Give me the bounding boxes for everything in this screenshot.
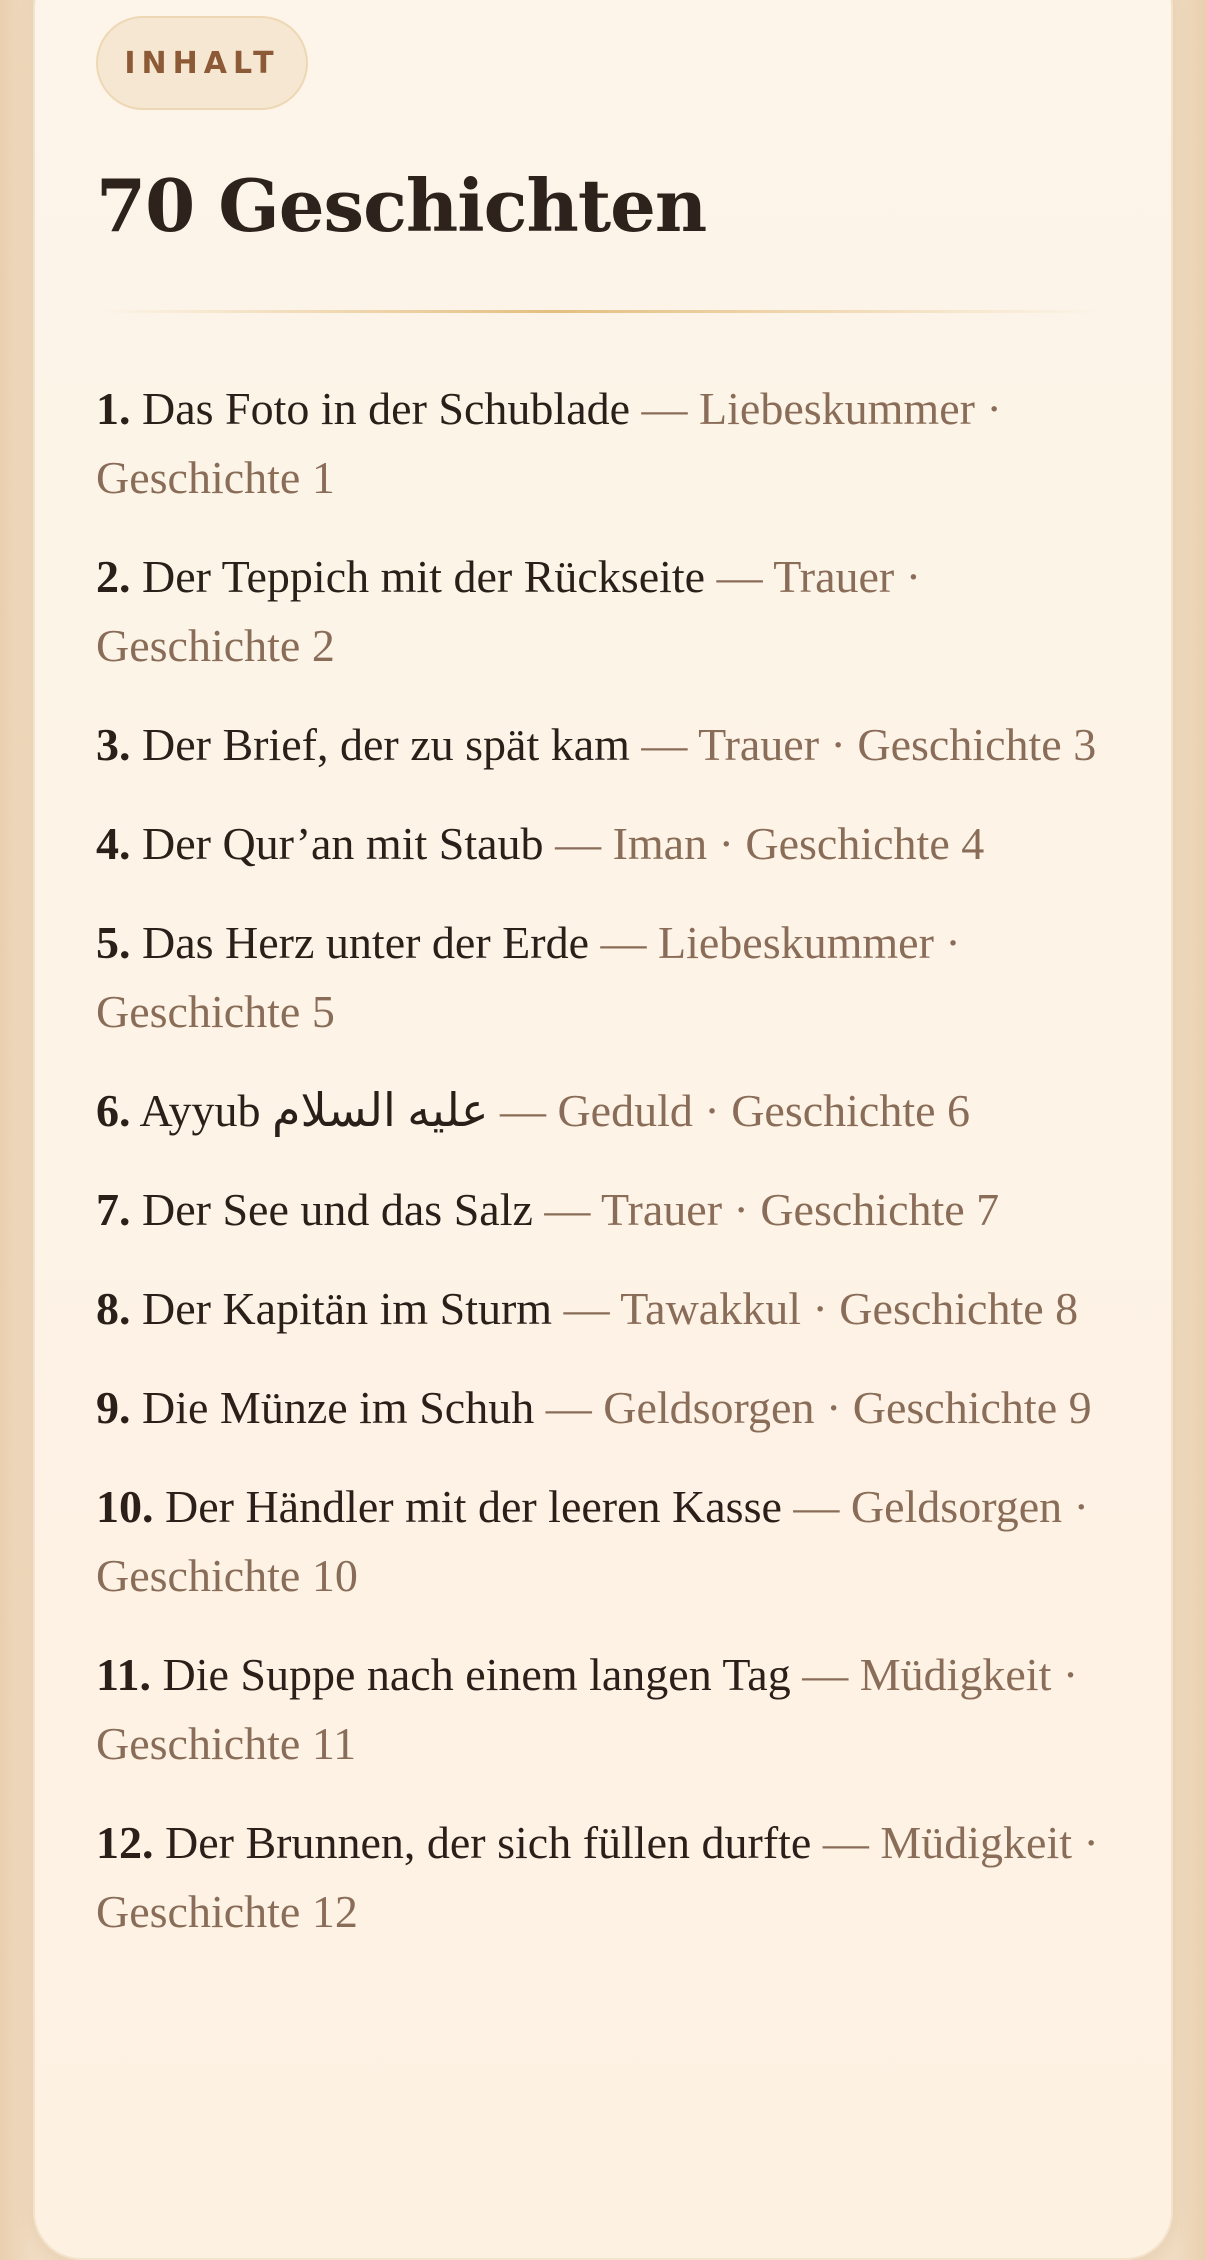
- toc-item-title: Der Qur’an mit Staub: [142, 818, 544, 869]
- toc-item-number: 4.: [96, 818, 131, 869]
- toc-item-title: Der Teppich mit der Rückseite: [142, 551, 706, 602]
- toc-item-number: 5.: [96, 917, 131, 968]
- toc-item-title: Die Suppe nach einem langen Tag: [162, 1649, 791, 1700]
- toc-item-number: 3.: [96, 719, 131, 770]
- toc-item-title: Ayyub عليه السلام: [139, 1085, 489, 1136]
- toc-item-7[interactable]: [96, 1175, 1116, 1244]
- toc-item-meta: — Müdigkeit · Geschichte 11: [96, 1649, 1079, 1769]
- toc-item-9[interactable]: [96, 1373, 1116, 1442]
- table-of-contents: [96, 374, 1116, 1976]
- toc-item-meta: — Liebeskummer · Geschichte 1: [96, 383, 1002, 503]
- toc-item-title: Der Brief, der zu spät kam: [142, 719, 630, 770]
- toc-item-title: Der Brunnen, der sich füllen durfte: [165, 1817, 812, 1868]
- toc-item-number: 12.: [96, 1817, 154, 1868]
- toc-item-11[interactable]: [96, 1640, 1116, 1778]
- toc-item-meta: — Tawakkul · Geschichte 8: [563, 1283, 1079, 1334]
- toc-item-number: 8.: [96, 1283, 131, 1334]
- toc-item-number: 10.: [96, 1481, 154, 1532]
- toc-item-title: Das Foto in der Schublade: [142, 383, 631, 434]
- toc-item-number: 7.: [96, 1184, 131, 1235]
- toc-item-meta: — Geduld · Geschichte 6: [499, 1085, 971, 1136]
- toc-item-meta: — Trauer · Geschichte 7: [544, 1184, 1000, 1235]
- toc-item-2[interactable]: [96, 542, 1116, 680]
- toc-item-number: 9.: [96, 1382, 131, 1433]
- toc-item-title: Der Kapitän im Sturm: [142, 1283, 553, 1334]
- section-badge: INHALT: [96, 16, 308, 110]
- toc-item-number: 6.: [96, 1085, 131, 1136]
- toc-item-meta: — Geldsorgen · Geschichte 9: [545, 1382, 1092, 1433]
- toc-item-meta: — Geldsorgen · Geschichte 10: [96, 1481, 1089, 1601]
- toc-item-3[interactable]: [96, 710, 1116, 779]
- toc-item-title: Der See und das Salz: [142, 1184, 533, 1235]
- page-title: 70 Geschichten: [96, 163, 707, 248]
- toc-item-4[interactable]: [96, 809, 1116, 878]
- toc-item-5[interactable]: [96, 908, 1116, 1046]
- toc-item-8[interactable]: [96, 1274, 1116, 1343]
- toc-item-meta: — Trauer · Geschichte 3: [641, 719, 1097, 770]
- toc-item-number: 11.: [96, 1649, 151, 1700]
- toc-item-meta: — Liebeskummer · Geschichte 5: [96, 917, 961, 1037]
- toc-item-12[interactable]: [96, 1808, 1116, 1946]
- toc-item-10[interactable]: [96, 1472, 1116, 1610]
- toc-item-meta: — Iman · Geschichte 4: [555, 818, 985, 869]
- toc-item-number: 1.: [96, 383, 131, 434]
- toc-item-number: 2.: [96, 551, 131, 602]
- toc-item-title: Die Münze im Schuh: [142, 1382, 535, 1433]
- toc-item-meta: — Müdigkeit · Geschichte 12: [96, 1817, 1099, 1937]
- toc-item-title: Das Herz unter der Erde: [142, 917, 589, 968]
- toc-item-6[interactable]: [96, 1076, 1116, 1145]
- toc-item-meta: — Trauer · Geschichte 2: [96, 551, 922, 671]
- toc-item-1[interactable]: [96, 374, 1116, 512]
- title-divider: [96, 310, 1106, 313]
- toc-item-title: Der Händler mit der leeren Kasse: [165, 1481, 782, 1532]
